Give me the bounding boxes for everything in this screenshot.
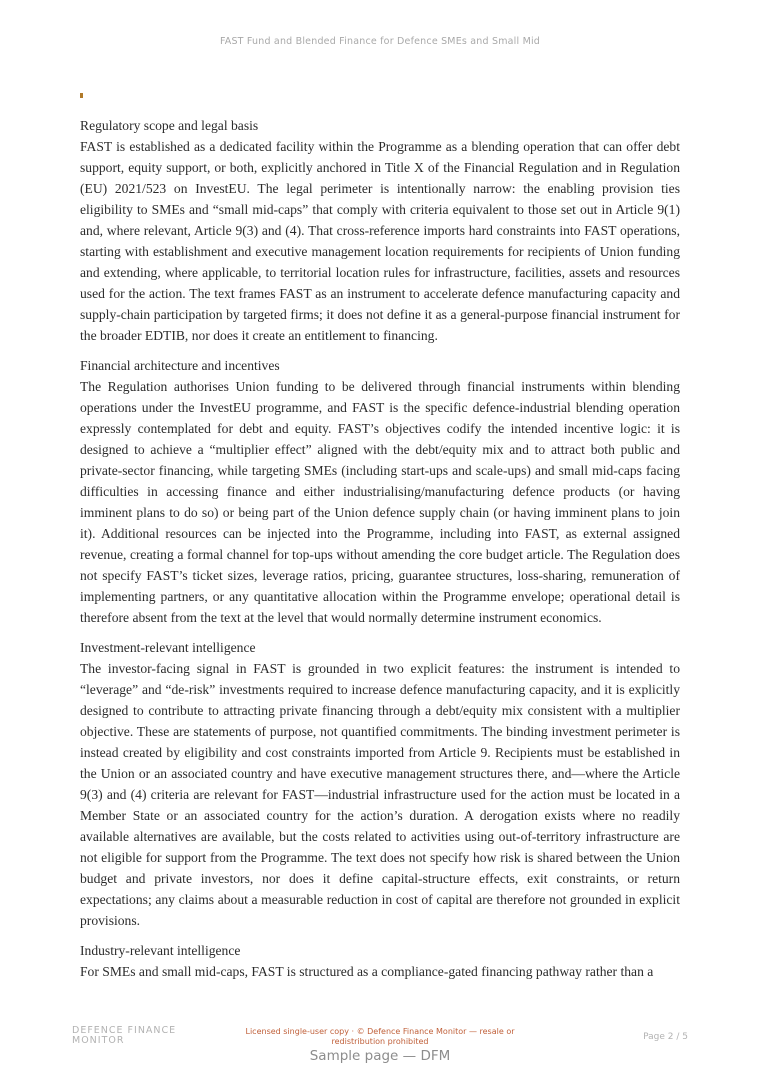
- section-body-financial-architecture: The Regulation authorises Union funding to be delivered through financial instruments within blending operations under the InvestEU programme, and FAST is the specific defence-industrial blending operation expressly contemplated for debt and equity. FAST’s objectives codify the intended incentive logic: it is designed to achieve a “multiplier effect” aligned with the debt/equity mix and to attract both public and private-sector financing, while targeting SMEs (including start-ups and scale-ups) and small mid-caps facing difficulties in accessing finance and either industrialising/manufacturing defence products (or having imminent plans to do so) or being part of the Union defence supply chain (or having imminent plans to join it). Additional resources can be injected into the Programme, including into FAST, as external assigned revenue, creating a formal channel for top-ups without amending the core budget article. The Regulation does not specify FAST’s ticket sizes, leverage ratios, pricing, guarantee structures, loss-sharing, remuneration of implementing partners, or any quantitative allocation within the Programme envelope; operational detail is therefore absent from the text at the level that would normally determine instrument economics.: [80, 379, 680, 625]
- section-heading-regulatory-scope: Regulatory scope and legal basis: [80, 118, 259, 133]
- running-header: FAST Fund and Blended Finance for Defence SMEs and Small Mid: [219, 36, 541, 47]
- page-number: Page 2 / 5: [643, 1032, 688, 1042]
- footer-license-notice: Licensed single-user copy · © Defence Finance Monitor — resale or redistribution prohibited: [245, 1027, 515, 1046]
- footer-brand: DEFENCE FINANCE MONITOR: [72, 1025, 177, 1046]
- section-heading-financial-architecture: Financial architecture and incentives: [80, 358, 280, 373]
- section-body-industry-intelligence: For SMEs and small mid-caps, FAST is structured as a compliance-gated financing pathway rather than a: [80, 964, 654, 979]
- document-body: [80, 115, 680, 991]
- sample-page-label: Sample page — DFM: [309, 1048, 451, 1064]
- accent-mark: [80, 93, 83, 98]
- section-heading-investment-intelligence: Investment-relevant intelligence: [80, 640, 256, 655]
- section-heading-industry-intelligence: Industry-relevant intelligence: [80, 943, 241, 958]
- section-body-regulatory-scope: FAST is established as a dedicated facility within the Programme as a blending operation that can offer debt support, equity support, or both, explicitly anchored in Title X of the Financial Regulation and in Regulation (EU) 2021/523 on InvestEU. The legal perimeter is intentionally narrow: the enabling provision ties eligibility to SMEs and “small mid-caps” that comply with criteria equivalent to those set out in Article 9(1) and, where relevant, Article 9(3) and (4). That cross-reference imports hard constraints into FAST operations, starting with establishment and executive management location requirements for recipients of Union funding and extending, where applicable, to territorial location rules for infrastructure, facilities, assets and resources used for the action. The text frames FAST as an instrument to accelerate defence manufacturing capacity and supply-chain participation by targeted firms; it does not define it as a general-purpose financial instrument for the broader EDTIB, nor does it create an entitlement to financing.: [80, 139, 680, 343]
- section-body-investment-intelligence: The investor-facing signal in FAST is grounded in two explicit features: the instrument is intended to “leverage” and “de-risk” investments required to increase defence manufacturing capacity, and it is explicitly designed to contribute to attracting private financing through a debt/equity mix consistent with a multiplier objective. These are statements of purpose, not quantified commitments. The binding investment perimeter is instead created by eligibility and cost constraints imported from Article 9. Recipients must be established in the Union or an associated country and have executive management structures there, and—where the Article 9(3) and (4) criteria are relevant for FAST—industrial infrastructure used for the action must be located in a Member State or an associated country for the action’s duration. A derogation exists where no readily available alternatives are available, but the costs related to activities using out-of-territory infrastructure are not eligible for support from the Programme. The text does not specify how risk is shared between the Union budget and private investors, nor does it define capital-structure effects, exit constraints, or return expectations; any claims about a measurable reduction in cost of capital are therefore not grounded in explicit provisions.: [80, 661, 680, 928]
